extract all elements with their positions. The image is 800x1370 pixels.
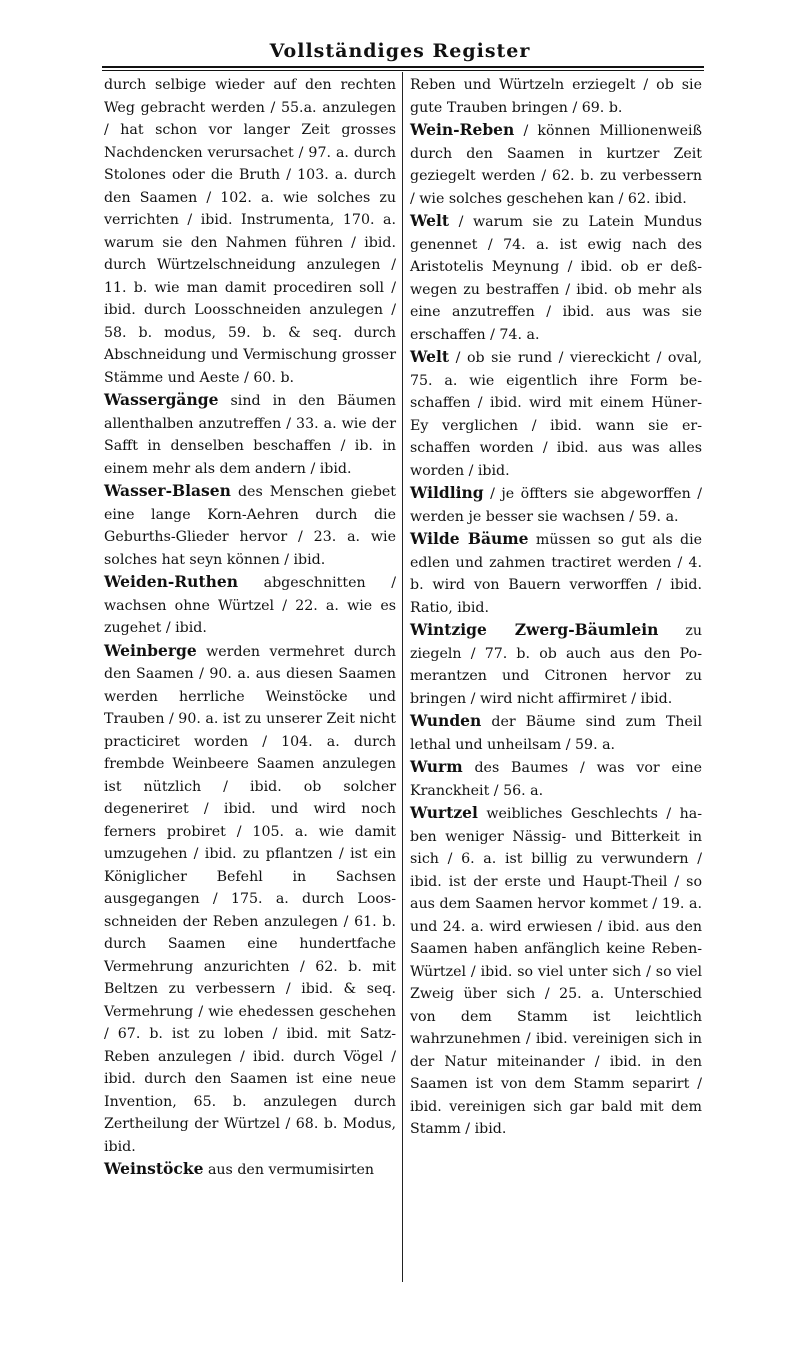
entry-lemma: Welt	[410, 347, 450, 366]
right-column	[410, 74, 702, 1141]
register-entry	[410, 619, 702, 710]
register-entry	[410, 74, 702, 119]
register-entry	[104, 571, 396, 640]
entry-text: / warum sie zu Latein Mundus genennet / 74. a. ist ewig nach des Aristotelis Meynung / ibid. ob er deßwegen zu bestraffen / ibid. ob mehr als eine anzutreffen / ibid. aus was sie erschaffen / 74. a.	[410, 214, 702, 343]
header-rule-thin	[102, 70, 704, 71]
entry-text: / können Millionenweiß durch den Saamen in kurtzer Zeit geziegelt werden / 62. b. zu verbessern / wie solches geschehen kan / 62. ibid.	[410, 123, 702, 207]
entry-text: weibliches Geschlechts / haben weniger Nässig- und Bitterkeit in sich / 6. a. ist billig zu verwundern / ibid. ist der erste und Haupt-Theil / so aus dem Saamen hervor kommet / 19. a. und 24. a. wird erwiesen / ibid. aus den Saamen haben anfänglich keine Reben-Würtzel / ibid. so viel unter sich / so viel Zweig über sich / 25. a. Unterschied von dem Stamm ist leichtlich wahrzunehmen / ibid. vereinigen sich in der Natur miteinander / ibid. in den Saamen ist von dem Stamm separirt / ibid. vereinigen sich gar bald mit dem Stamm / ibid.	[410, 806, 702, 1137]
entry-text: zu ziegeln / 77. b. ob auch aus den Pomerantzen und Citronen hervor zu bringen / wird nicht affirmiret / ibid.	[410, 623, 702, 707]
register-entry	[104, 480, 396, 571]
entry-text: müssen so gut als die edlen und zahmen tractiret werden / 4. b. wird von Bauern verworffen / ibid. Ratio, ibid.	[410, 532, 703, 616]
entry-text: Reben und Würtzeln erziegelt / ob sie gute Trauben bringen / 69. b.	[410, 77, 702, 116]
register-entry	[410, 210, 702, 346]
register-entry	[104, 640, 396, 1159]
entry-text: des Baumes / was vor eine Kranckheit / 56. a.	[410, 760, 702, 799]
entry-lemma: Wurtzel	[410, 803, 478, 822]
register-entry	[410, 756, 702, 802]
register-entry	[410, 802, 702, 1141]
register-entry	[104, 74, 396, 389]
entry-text: aus den vermumisirten	[207, 1162, 375, 1178]
entry-lemma: Wilde Bäume	[410, 529, 529, 548]
entry-text: / ob sie rund / viereckicht / oval, 75. a. wie eigentlich ihre Form beschaffen / ibid. wird mit einem Hüner-Ey verglichen / ibid. wann sie erschaffen worden / ibid. aus was alles worden / ibid.	[410, 350, 702, 479]
entry-text: abgeschnitten / wachsen ohne Würtzel / 22. a. wie es zugehet / ibid.	[104, 575, 396, 636]
entry-lemma: Wein-Reben	[410, 120, 515, 139]
column-divider	[402, 72, 403, 1282]
entry-lemma: Wassergänge	[104, 390, 219, 409]
entry-text: durch selbige wieder auf den rechten Weg gebracht werden / 55.a. anzulegen / hat schon vor langer Zeit grosses Nachdencken verursachet / 97. a. durch Stolones oder die Bruth / 103. a. durch den Saamen / 102. a. wie solches zu verrichten / ibid. Instrumenta, 170. a. warum sie den Nahmen führen / ibid. durch Würtzelschneidung anzulegen / 11. b. wie man damit procediren soll / ibid. durch Loosschneiden anzulegen / 58. b. modus, 59. b. & seq. durch Abschneidung und Vermischung grosser Stämme und Aeste / 60. b.	[104, 77, 396, 386]
register-entry	[104, 1158, 396, 1182]
entry-lemma: Weinberge	[104, 640, 197, 660]
register-entry	[410, 528, 702, 619]
entry-lemma: Welt	[410, 211, 450, 230]
entry-text: der Bäume sind zum Theil lethal und unheilsam / 59. a.	[410, 714, 702, 753]
left-column	[104, 74, 396, 1182]
entry-lemma: Wildling	[410, 483, 484, 502]
register-entry	[104, 389, 396, 480]
entry-lemma: Wunden	[410, 711, 482, 730]
entry-text: des Menschen giebet eine lange Korn-Aehren durch die Geburths-Glieder hervor / 23. a. wie solches hat seyn können / ibid.	[104, 484, 396, 568]
register-entry	[410, 482, 702, 528]
entry-lemma: Weiden-Ruthen	[104, 572, 239, 591]
entry-lemma: Wurm	[410, 757, 463, 776]
register-entry	[410, 119, 702, 210]
header-rule-thick	[102, 66, 704, 68]
entry-lemma: Wasser-Blasen	[104, 481, 231, 500]
register-entry	[410, 346, 702, 482]
register-entry	[410, 710, 702, 756]
entry-text: sind in den Bäumen allenthalben anzutreffen / 33. a. wie der Safft in denselben beschaffen / ib. in einem mehr als dem andern / ibid.	[104, 393, 396, 477]
page-header: Vollständiges Register	[269, 40, 531, 62]
entry-text: werden vermehret durch den Saamen / 90. a. aus diesen Saamen werden herrliche Weinstöcke und Trauben / 90. a. ist zu unserer Zeit nicht practiciret worden / 104. a. durch frembde Weinbeere Saamen anzulegen ist nützlich / ibid. ob solcher degeneriret / ibid. und wird noch ferners probiret / 105. a. wie damit umzugehen / ibid. zu pflantzen / ist ein Königlicher Befehl in Sachsen ausgegangen / 175. a. durch Loosschneiden der Reben anzulegen / 61. b. durch Saamen eine hundertfache Vermehrung anzurichten / 62. b. mit Beltzen zu verbessern / ibid. & seq. Vermehrung / wie ehedessen geschehen / 67. b. ist zu loben / ibid. mit Satz-Reben anzulegen / ibid. durch Vögel / ibid. durch den Saamen ist eine neue Invention, 65. b. anzulegen durch Zertheilung der Würtzel / 68. b. Modus, ibid.	[104, 643, 396, 1155]
entry-lemma: Weinstöcke	[104, 1159, 204, 1178]
entry-lemma: Wintzige Zwerg-Bäumlein	[410, 620, 659, 639]
entry-text: / je öffters sie abgeworffen / werden je besser sie wachsen / 59. a.	[410, 486, 702, 525]
